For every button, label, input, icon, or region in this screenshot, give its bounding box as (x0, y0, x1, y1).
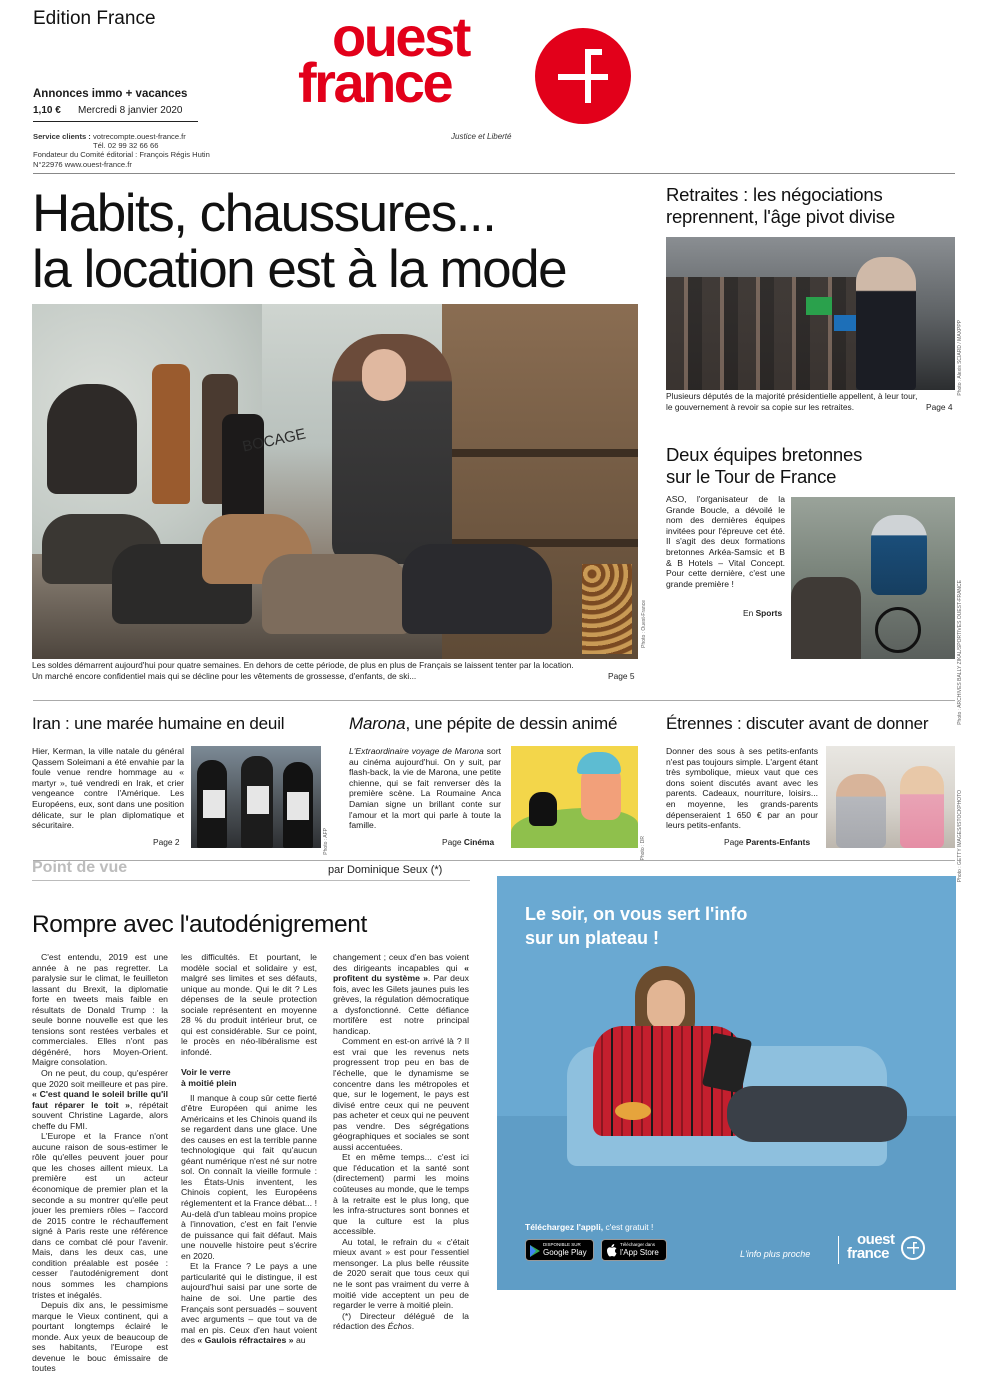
retraites-headline (666, 184, 895, 228)
lead-photo-boot (152, 364, 190, 504)
etrennes-page-ref[interactable] (724, 837, 810, 847)
tour-headline-line1: Deux équipes bretonnes (666, 444, 863, 465)
ad-logo-word-ouest: ouest (857, 1231, 895, 1248)
iran-headline: Iran : une marée humaine en deuil (32, 714, 285, 733)
etrennes-photo-child (900, 766, 944, 848)
opinion-text: , répétait souvent Christine Lagarde, alors cheffe du FMI. (32, 1099, 168, 1131)
tour-ref-prefix: En (743, 608, 754, 618)
retraites-headline-line2: reprennent, l'âge pivot divise (666, 206, 895, 227)
retraites-caption-line1: Plusieurs députés de la majorité présidentielle appellent, à leur tour, (666, 391, 918, 401)
lead-headline-line1: Habits, chaussures... (32, 184, 496, 243)
etrennes-photo-grandparent (836, 774, 886, 848)
marona-body (349, 746, 501, 831)
retraites-photo (666, 237, 955, 390)
marona-photo-dog (529, 792, 557, 826)
opinion-subhead (181, 1067, 317, 1088)
lead-photo-credit: Photo : Ouest-France (641, 600, 647, 648)
google-play-small: DISPONIBLE SUR (543, 1242, 581, 1247)
ad-logo-emblem-icon (901, 1236, 925, 1260)
opinion-paragraph: Comment en est-on arrivé là ? Il est vrai que les revenus nets progressent trop peu en bas de l'échelle, que le dynamisme se concentre dans les métropoles et que, sur le logement, le pays est divisé entre ceux qui ne peuvent pas acheter et ceux qui ne peuvent pas vendre. Des ségrégations géographiques et sociales se sont aussi accentuées. (333, 1036, 469, 1152)
opinion-quote: « Gaulois réfractaires » (197, 1335, 294, 1346)
retraites-photo-microphone (806, 297, 832, 315)
opinion-paragraph: C'est entendu, 2019 est une année à ne pas regretter. La paralysie sur le climat, le feuilleton lassant du Brexit, la diplomatie forte en tweets mais faible en résultats de Donald Trump : la seule bonne nouvelle est que les tensions sont restées verbales et commerciales. Elles n'ont pas dégénéré, hors Moyen-Orient. Maigre consolation. (32, 952, 168, 1068)
section-rule-mid (33, 700, 955, 701)
opinion-text: (*) Directeur délégué de la rédaction des (333, 1310, 469, 1332)
iran-body: Hier, Kerman, la ville natale du général Qassem Soleimani a été envahie par la foule venue rendre hommage au « martyr », tué vendredi en Irak, et crier vengeance contre l'Amérique. Les Européens, eux, sont dans une position délicate, sur le plan diplomatique et sécuritaire. (32, 746, 184, 831)
iran-photo-portrait (203, 790, 225, 818)
service-info (33, 132, 263, 169)
apple-icon (607, 1244, 617, 1257)
lead-photo-shelf-board (442, 449, 638, 457)
service-tel: Tél. 02 99 32 66 66 (93, 141, 159, 151)
etrennes-photo-credit: Photo : GETTY IMAGES/ISTOCKPHOTO (957, 790, 963, 883)
logo-word-ouest: ouest (332, 5, 469, 68)
opinion-column-2 (181, 952, 317, 1346)
issue-number: N°22976 www.ouest-france.fr (33, 159, 132, 169)
ad-headline (525, 902, 747, 950)
etrennes-page-prefix: Page (724, 837, 744, 847)
ad-photo-snack (615, 1102, 651, 1120)
marona-page-prefix: Page (442, 837, 462, 847)
tour-headline-line2: sur le Tour de France (666, 466, 837, 487)
etrennes-body: Donner des sous à ses petits-enfants n'est pas toujours simple. L'argent étant très symbolique, mieux vaut que ces dons soient discutés avant avec les parents. Cadeaux, nourriture, loisirs... en moyenne, les grands-parents dépenseraient 1 650 € par an pour leurs petits-enfants. (666, 746, 818, 831)
marona-headline (349, 713, 617, 734)
lead-photo-shoe (262, 554, 412, 634)
opinion-text: changement ; ceux d'en bas voient des dirigeants incapables qui (333, 952, 469, 973)
lead-caption-line2: Un marché encore confidentiel mais qui se décline pour les vêtements de grossesse, d'enfants, de ski... (32, 670, 417, 681)
masthead-rule (33, 173, 955, 174)
opinion-quote: « profitent du système » (333, 962, 469, 984)
lead-photo-shopper-face (362, 349, 406, 401)
lead-caption (32, 660, 638, 681)
opinion-paragraph: Il manque à coup sûr cette fierté d'être Européen qui anime les Américains et les Chinois quand ils se regardent dans une glace. Une des causes en est la terrible panne technologique qui fait qu'aucun géant numérique n'est né sur notre sol. On connaît la vieille formule : les États-Unis inventent, les Chinois copient, les Européens réglementent et la France débat... ! Au-delà d'un tableau moins propice à l'innovation, c'est en fait l'envie de puissance qui fait défaut. Mais une nouvelle histoire peut s'écrire en 2020. (181, 1092, 317, 1261)
ad-download-text (525, 1222, 653, 1232)
marona-headline-title: Marona (349, 714, 406, 733)
opinion-text: Et la France ? Le pays a une particularité qui le distingue, il est aujourd'hui saisi par une sorte de haine de soi. Une partie des Français sont persuadés – souvent avec arguments – que tout va de mal en pis. Ceux d'en haut voient des (181, 1261, 317, 1346)
supplement-label: Annonces immo + vacances (33, 88, 188, 100)
opinion-paragraph: Depuis dix ans, le pessimisme marque le Vieux continent, qui a pourtant longtemps éclairé le monde. Aux yeux de beaucoup de ses habitants, l'Europe est devenue le bouc émissaire de toutes (32, 1300, 168, 1374)
opinion-paragraph: Au total, le refrain du « c'était mieux avant » est pour l'essentiel mensonger. La plus belle réussite de 2020 serait que tous ceux qui ne le sont pas vraiment du verre à moitié vide acceptent un peu de regarder le verre à moitié plein. (333, 1236, 469, 1311)
google-play-label: Google Play (543, 1248, 587, 1257)
opinion-quote: « C'est quand le soleil brille qu'il faut réparer le toit » (32, 1089, 168, 1110)
opinion-column-1 (32, 952, 168, 1374)
marona-page-ref[interactable] (442, 837, 494, 847)
retraites-caption-line2: le gouvernement à revoir sa copie sur les retraites. (666, 401, 855, 412)
tour-photo (791, 497, 955, 659)
lead-photo-sign: BOCAGE (240, 425, 308, 456)
lead-headline (32, 186, 566, 298)
etrennes-page-section: Parents-Enfants (745, 837, 811, 847)
opinion-text: . Par deux fois, avec les Gilets jaunes puis les grèves, la régulation démocratique a dysfonctionné. Cette défiance mortifère est notre principal handicap. (333, 973, 470, 1036)
logo-emblem-icon (534, 27, 632, 125)
masthead-divider-left (33, 121, 198, 122)
marona-photo-hair (577, 752, 621, 774)
ad-photo-man-face (647, 980, 685, 1030)
founder-line: Fondateur du Comité éditorial : François Régis Hutin (33, 150, 210, 160)
ad-tagline: L'info plus proche (740, 1249, 811, 1259)
ouest-france-logo (298, 5, 638, 142)
tour-photo-cyclist (871, 515, 927, 595)
marona-photo-credit: Photo : DR (640, 836, 646, 861)
ad-logo (847, 1231, 927, 1267)
price: 1,10 € (33, 105, 61, 116)
marona-photo (511, 746, 638, 848)
ad-download-rest: c'est gratuit ! (603, 1222, 654, 1232)
tour-headline (666, 444, 862, 488)
opinion-text: au (293, 1335, 306, 1346)
ad-download-bold: Téléchargez l'appli, (525, 1222, 604, 1232)
lead-page-ref[interactable]: Page 5 (608, 671, 635, 681)
lead-caption-line1: Les soldes démarrent aujourd'hui pour quatre semaines. En dehors de cette période, de plus en plus de Français se laissent tenter par la location. (32, 660, 574, 670)
retraites-photo-microphone (834, 315, 856, 331)
google-play-icon (530, 1245, 540, 1257)
retraites-photo-credit: Photo : Alexis SCIARD / MAXPPP (957, 320, 963, 396)
etrennes-headline: Étrennes : discuter avant de donner (666, 714, 929, 733)
retraites-photo-speaker (856, 257, 916, 390)
lead-photo-shoe (402, 544, 552, 634)
tour-photo-credit: Photo : ARCHIVES BALLY ZIKAL/SPORTIVES OUEST-FRANCE (957, 580, 963, 725)
opinion-footnote (333, 1311, 469, 1332)
iran-photo-credit: Photo : AFP (323, 828, 329, 855)
opinion-column-3 (333, 952, 469, 1332)
lead-photo (32, 304, 638, 659)
etrennes-photo (826, 746, 955, 848)
logo-motto: Justice et Liberté (451, 132, 512, 141)
app-store-badge[interactable] (601, 1239, 667, 1261)
lead-photo-boot (222, 414, 264, 524)
edition-label: Edition France (33, 8, 156, 29)
opinion-paragraph (32, 1068, 168, 1131)
lead-headline-line2: la location est à la mode (32, 240, 567, 299)
app-advertisement[interactable] (497, 876, 956, 1290)
google-play-badge[interactable] (525, 1239, 594, 1261)
opinion-text: On ne peut, du coup, qu'espérer que 2020 soit meilleure et pas pire. (32, 1068, 168, 1089)
issue-date: Mercredi 8 janvier 2020 (78, 105, 183, 116)
ad-logo-divider (838, 1236, 839, 1264)
tour-photo-wheel (875, 607, 921, 653)
opinion-subhead-line1: Voir le verre (181, 1067, 231, 1078)
ad-headline-line1: Le soir, on vous sert l'info (525, 904, 748, 924)
marona-body-text: sort au cinéma aujourd'hui. On y suit, par flash-back, la vie de Marona, une petite chienne, qui se fait renverser dès la première scène. La Roumaine Anca Damian signe un brillant conte sur l'amour et la mort qui parle à toute la famille. (349, 746, 501, 831)
app-store-small: Télécharger dans (620, 1242, 656, 1247)
retraites-page-ref[interactable]: Page 4 (926, 402, 953, 412)
iran-photo-portrait (287, 792, 309, 820)
service-site: votrecompte.ouest-france.fr (92, 132, 186, 141)
retraites-caption (666, 391, 956, 412)
iran-photo-portrait (247, 786, 269, 814)
service-label: Service clients : (33, 132, 91, 141)
ad-logo-word-france: france (847, 1245, 890, 1262)
opinion-paragraph (181, 1261, 317, 1345)
opinion-subhead-line2: à moitié plein (181, 1078, 237, 1089)
iran-photo (191, 746, 321, 848)
ad-photo-legs (727, 1086, 907, 1142)
marona-page-section: Cinéma (463, 837, 495, 847)
opinion-paragraph: L'Europe et la France n'ont aucune raison de sous-estimer le rôle qu'elles peuvent jouer pour que les choses aillent mieux. La première est un acteur économique de premier plan et la seconde a su montrer qu'elle peut jouer les premiers rôles – l'accord de 2015 contre le réchauffement signé à Paris reste une référence dans ce combat clé pour l'avenir. Mais, dans les deux cas, une condition préalable est posée : cesser l'autodénigrement dont nous sommes les champions tristes et inégalés. (32, 1131, 168, 1300)
opinion-byline: par Dominique Seux (*) (328, 864, 443, 876)
opinion-paragraph: les difficultés. Et pourtant, le modèle social et solidaire y est, malgré ses limites et ses défauts, unique au monde. Qui le dit ? Les dépenses de la seule protection sociale représentent en moyenne 28 % du produit intérieur brut, ce qui est considérable. Sur ce point, le procès en néo-libéralisme est infondé. (181, 952, 317, 1057)
tour-ref-section: Sports (755, 608, 783, 618)
opinion-footnote-title: Échos (387, 1321, 412, 1332)
iran-page-ref[interactable]: Page 2 (153, 837, 180, 847)
lead-photo-bag (47, 384, 137, 494)
app-store-label: l'App Store (620, 1248, 659, 1257)
opinion-text: . (411, 1321, 415, 1332)
lead-photo-bag (582, 564, 632, 654)
tour-body: ASO, l'organisateur de la Grande Boucle, a dévoilé le nom des dernières équipes invitées pour l'épreuve cet été. Il s'agit des deux formations bretonnes Arkéa-Samsic et B & B Hotels – Vital Concept. Pour cette dernière, c'est une grande première ! (666, 494, 785, 589)
marona-body-title: L'Extraordinaire voyage de Marona (349, 746, 484, 756)
retraites-photo-crowd (666, 277, 856, 390)
section-rule-lower (33, 860, 955, 861)
logo-word-france: france (298, 51, 452, 114)
marona-headline-rest: , une pépite de dessin animé (405, 714, 618, 733)
opinion-paragraph: Et en même temps... c'est ici que l'éducation et la santé sont (directement) parmi les moins coûteuses au monde, que le temps à la retraite est le plus long, que les infra-structures sont bonnes et que la culture est la plus accessible. (333, 1152, 469, 1237)
tour-ref[interactable] (743, 608, 782, 618)
retraites-headline-line1: Retraites : les négociations (666, 184, 883, 205)
opinion-kicker-rule (32, 880, 470, 881)
opinion-paragraph (333, 952, 469, 1036)
ad-headline-line2: sur un plateau ! (525, 928, 660, 948)
opinion-kicker: Point de vue (32, 859, 128, 876)
opinion-headline: Rompre avec l'autodénigrement (32, 911, 367, 938)
tour-photo-crowd (791, 577, 861, 659)
